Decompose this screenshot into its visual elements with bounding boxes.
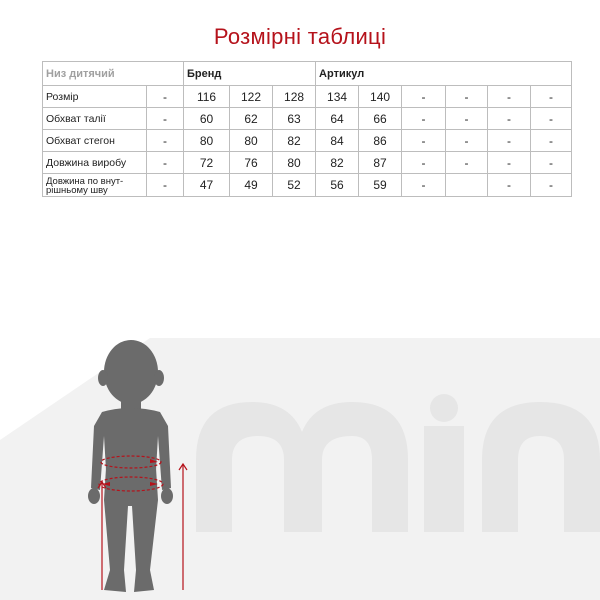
article-label: Артикул	[316, 62, 572, 86]
table-row	[43, 108, 572, 130]
table-cell: -	[488, 152, 531, 174]
table-cell: -	[147, 152, 184, 174]
table-cell: -	[402, 130, 446, 152]
table-cell: 80	[184, 130, 230, 152]
table-cell: 59	[359, 174, 402, 197]
table-cell: -	[147, 130, 184, 152]
table-cell: -	[531, 152, 572, 174]
table-cell: 66	[359, 108, 402, 130]
table-cell: 87	[359, 152, 402, 174]
measurement-illustration	[0, 300, 600, 600]
brand-label: Бренд	[184, 62, 316, 86]
table-cell: 52	[273, 174, 316, 197]
table-cell: -	[531, 174, 572, 197]
table-cell: -	[147, 174, 184, 197]
table-cell: -	[488, 130, 531, 152]
table-cell: -	[446, 108, 488, 130]
category-label: Низ дитячий	[43, 62, 184, 86]
table-cell: 47	[184, 174, 230, 197]
table-cell: -	[446, 86, 488, 108]
row-label: Розмір	[43, 86, 147, 108]
table-cell: 63	[273, 108, 316, 130]
table-cell: -	[488, 174, 531, 197]
table-cell: -	[531, 130, 572, 152]
row-label: Довжина виробу	[43, 152, 147, 174]
table-cell: 116	[184, 86, 230, 108]
table-row	[43, 174, 572, 197]
table-cell: -	[402, 152, 446, 174]
table-cell: -	[446, 130, 488, 152]
row-label-line: Довжина по внут-	[46, 175, 124, 187]
table-cell: 134	[316, 86, 359, 108]
table-cell: 64	[316, 108, 359, 130]
row-label: Обхват талії	[43, 108, 147, 130]
table-cell: 82	[316, 152, 359, 174]
table-cell: 84	[316, 130, 359, 152]
table-cell: -	[531, 86, 572, 108]
table-row	[43, 130, 572, 152]
table-cell: 82	[273, 130, 316, 152]
table-cell: -	[402, 108, 446, 130]
table-cell: 128	[273, 86, 316, 108]
watermark-letter-i	[424, 426, 464, 532]
table-cell: 60	[184, 108, 230, 130]
table-cell: -	[446, 152, 488, 174]
watermark-text: min	[0, 300, 2, 301]
size-table	[42, 61, 572, 197]
table-cell: 56	[316, 174, 359, 197]
table-cell: 80	[273, 152, 316, 174]
table-cell: 80	[230, 130, 273, 152]
row-label: Обхват стегон	[43, 130, 147, 152]
table-row	[43, 86, 572, 108]
table-cell: 49	[230, 174, 273, 197]
table-row	[43, 152, 572, 174]
watermark-letter-i-dot	[430, 394, 458, 422]
page-title: Розмірні таблиці	[213, 24, 387, 49]
table-cell: -	[147, 108, 184, 130]
table-cell: -	[488, 86, 531, 108]
table-cell: 122	[230, 86, 273, 108]
table-cell: 76	[230, 152, 273, 174]
table-cell	[446, 174, 488, 197]
row-label	[43, 174, 147, 197]
table-cell: -	[402, 174, 446, 197]
table-cell: -	[531, 108, 572, 130]
table-cell: 140	[359, 86, 402, 108]
table-header-row	[43, 62, 572, 86]
row-label-line: рішньому шву	[46, 184, 108, 196]
table-cell: 72	[184, 152, 230, 174]
table-cell: -	[402, 86, 446, 108]
table-cell: 62	[230, 108, 273, 130]
table-cell: 86	[359, 130, 402, 152]
table-cell: -	[147, 86, 184, 108]
table-cell: -	[488, 108, 531, 130]
